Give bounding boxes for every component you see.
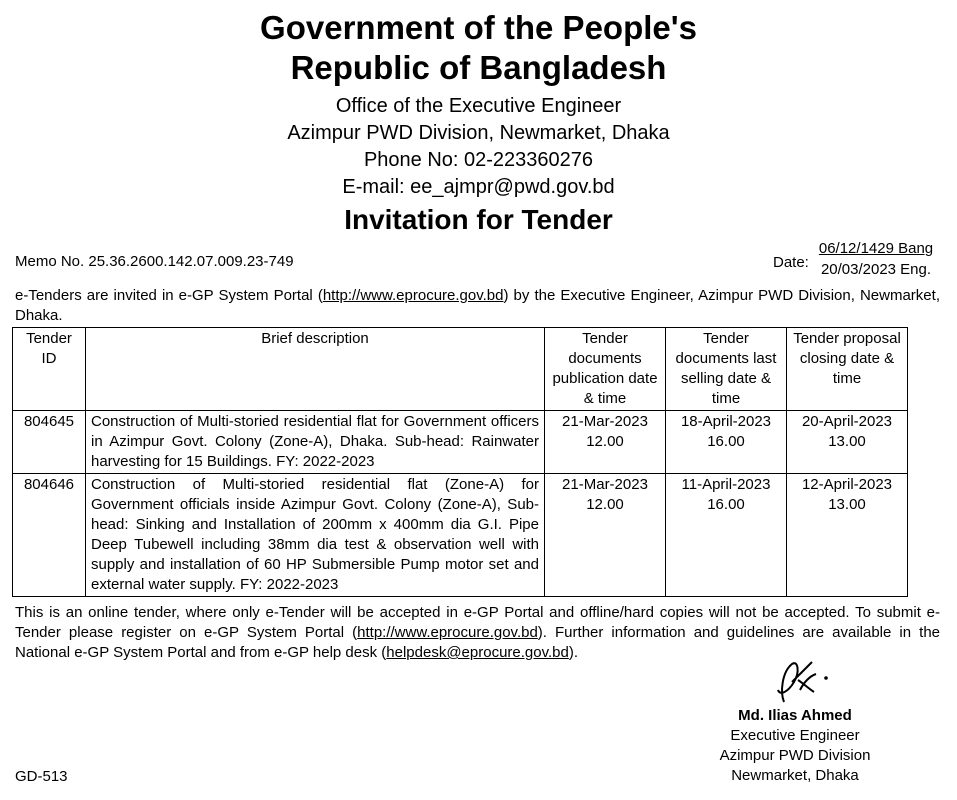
notice-title: Invitation for Tender bbox=[344, 204, 613, 235]
eprocure-link-footer[interactable]: http://www.eprocure.gov.bd bbox=[357, 624, 538, 641]
publication-datetime bbox=[545, 474, 666, 597]
closing-time: 13.00 bbox=[828, 433, 866, 450]
publication-date: 21-Mar-2023 bbox=[562, 413, 648, 430]
table-row bbox=[13, 474, 908, 597]
tender-description: Construction of Multi-storied residential flat for Government officers in Azimpur Govt. Colony (Zone-A), Dhaka. Sub-head: Rainwater harvesting for 15 Buildings. FY: 2022-2023 bbox=[86, 411, 545, 474]
phone-number: Phone No: 02-223360276 bbox=[363, 149, 594, 171]
signatory-block bbox=[700, 706, 890, 786]
closing-date: 12-April-2023 bbox=[801, 476, 893, 493]
col-closing-date: Tender proposal closing date & time bbox=[787, 328, 908, 411]
table-header-row bbox=[13, 328, 908, 411]
footer-text-1: This is an online tender, where only e-Tender will be accepted in e-GP Portal and offline/hard copies will not be accepted. To submit e-Tender please register on e-GP System Portal ( bbox=[15, 604, 940, 641]
date-label: Date: bbox=[773, 254, 809, 271]
table-row bbox=[13, 411, 908, 474]
closing-date: 20-April-2023 bbox=[801, 413, 893, 430]
memo-number: Memo No. 25.36.2600.142.07.009.23-749 bbox=[15, 253, 294, 270]
email-address: E-mail: ee_ajmpr@pwd.gov.bd bbox=[342, 176, 615, 198]
division-address: Azimpur PWD Division, Newmarket, Dhaka bbox=[287, 122, 670, 144]
publication-date: 21-Mar-2023 bbox=[562, 476, 648, 493]
col-tender-id: Tender ID bbox=[13, 328, 86, 411]
signatory-location: Newmarket, Dhaka bbox=[731, 767, 859, 784]
intro-text-1: e-Tenders are invited in e-GP System Portal ( bbox=[15, 287, 323, 304]
signatory-division: Azimpur PWD Division bbox=[719, 747, 871, 764]
helpdesk-email-link[interactable]: helpdesk@eprocure.gov.bd bbox=[386, 644, 569, 661]
date-english: 20/03/2023 Eng. bbox=[820, 261, 932, 278]
selling-datetime bbox=[666, 474, 787, 597]
closing-time: 13.00 bbox=[828, 496, 866, 513]
col-publication-date: Tender documents publication date & time bbox=[545, 328, 666, 411]
title-line-2: Republic of Bangladesh bbox=[290, 49, 667, 86]
selling-date: 11-April-2023 bbox=[681, 476, 771, 493]
selling-time: 16.00 bbox=[707, 496, 745, 513]
tender-id: 804646 bbox=[13, 474, 86, 597]
tender-table bbox=[12, 327, 908, 597]
col-last-selling-date: Tender documents last selling date & time bbox=[666, 328, 787, 411]
signatory-designation: Executive Engineer bbox=[730, 727, 860, 744]
footer-text-2: ). Further information and guidelines are available in the National e-GP System Portal and from e-GP help desk ( bbox=[15, 624, 941, 661]
intro-text-2: ) by the Executive Engineer, Azimpur PWD Division, Newmarket, Dhaka. bbox=[15, 287, 940, 324]
publication-time: 12.00 bbox=[586, 496, 624, 513]
tender-description: Construction of Multi-storied residential flat (Zone-A) for Government officials inside Azimpur Govt. Colony (Zone-A), Sub-head: Sinking and Installation of 200mm x 400mm dia G.I. Pipe Deep Tubewell including 38mm dia test & observation well with supply and installation of 60 HP Submersible Pump motor set and external water supply. FY: 2022-2023 bbox=[86, 474, 545, 597]
closing-datetime bbox=[787, 411, 908, 474]
col-brief-description: Brief description bbox=[86, 328, 545, 411]
gd-number: GD-513 bbox=[15, 768, 68, 785]
title-line-1: Government of the People's bbox=[260, 9, 697, 46]
eprocure-link[interactable]: http://www.eprocure.gov.bd bbox=[322, 287, 504, 304]
intro-paragraph bbox=[15, 286, 940, 326]
publication-time: 12.00 bbox=[586, 433, 624, 450]
selling-datetime bbox=[666, 411, 787, 474]
footer-text-3: ). bbox=[568, 644, 579, 661]
selling-time: 16.00 bbox=[707, 433, 745, 450]
selling-date: 18-April-2023 bbox=[680, 413, 772, 430]
signature-image bbox=[770, 652, 850, 708]
signatory-name: Md. Ilias Ahmed bbox=[738, 707, 852, 724]
date-bangla: 06/12/1429 Bang bbox=[818, 240, 934, 257]
office-name: Office of the Executive Engineer bbox=[335, 95, 622, 117]
closing-datetime bbox=[787, 474, 908, 597]
tender-id: 804645 bbox=[13, 411, 86, 474]
publication-datetime bbox=[545, 411, 666, 474]
